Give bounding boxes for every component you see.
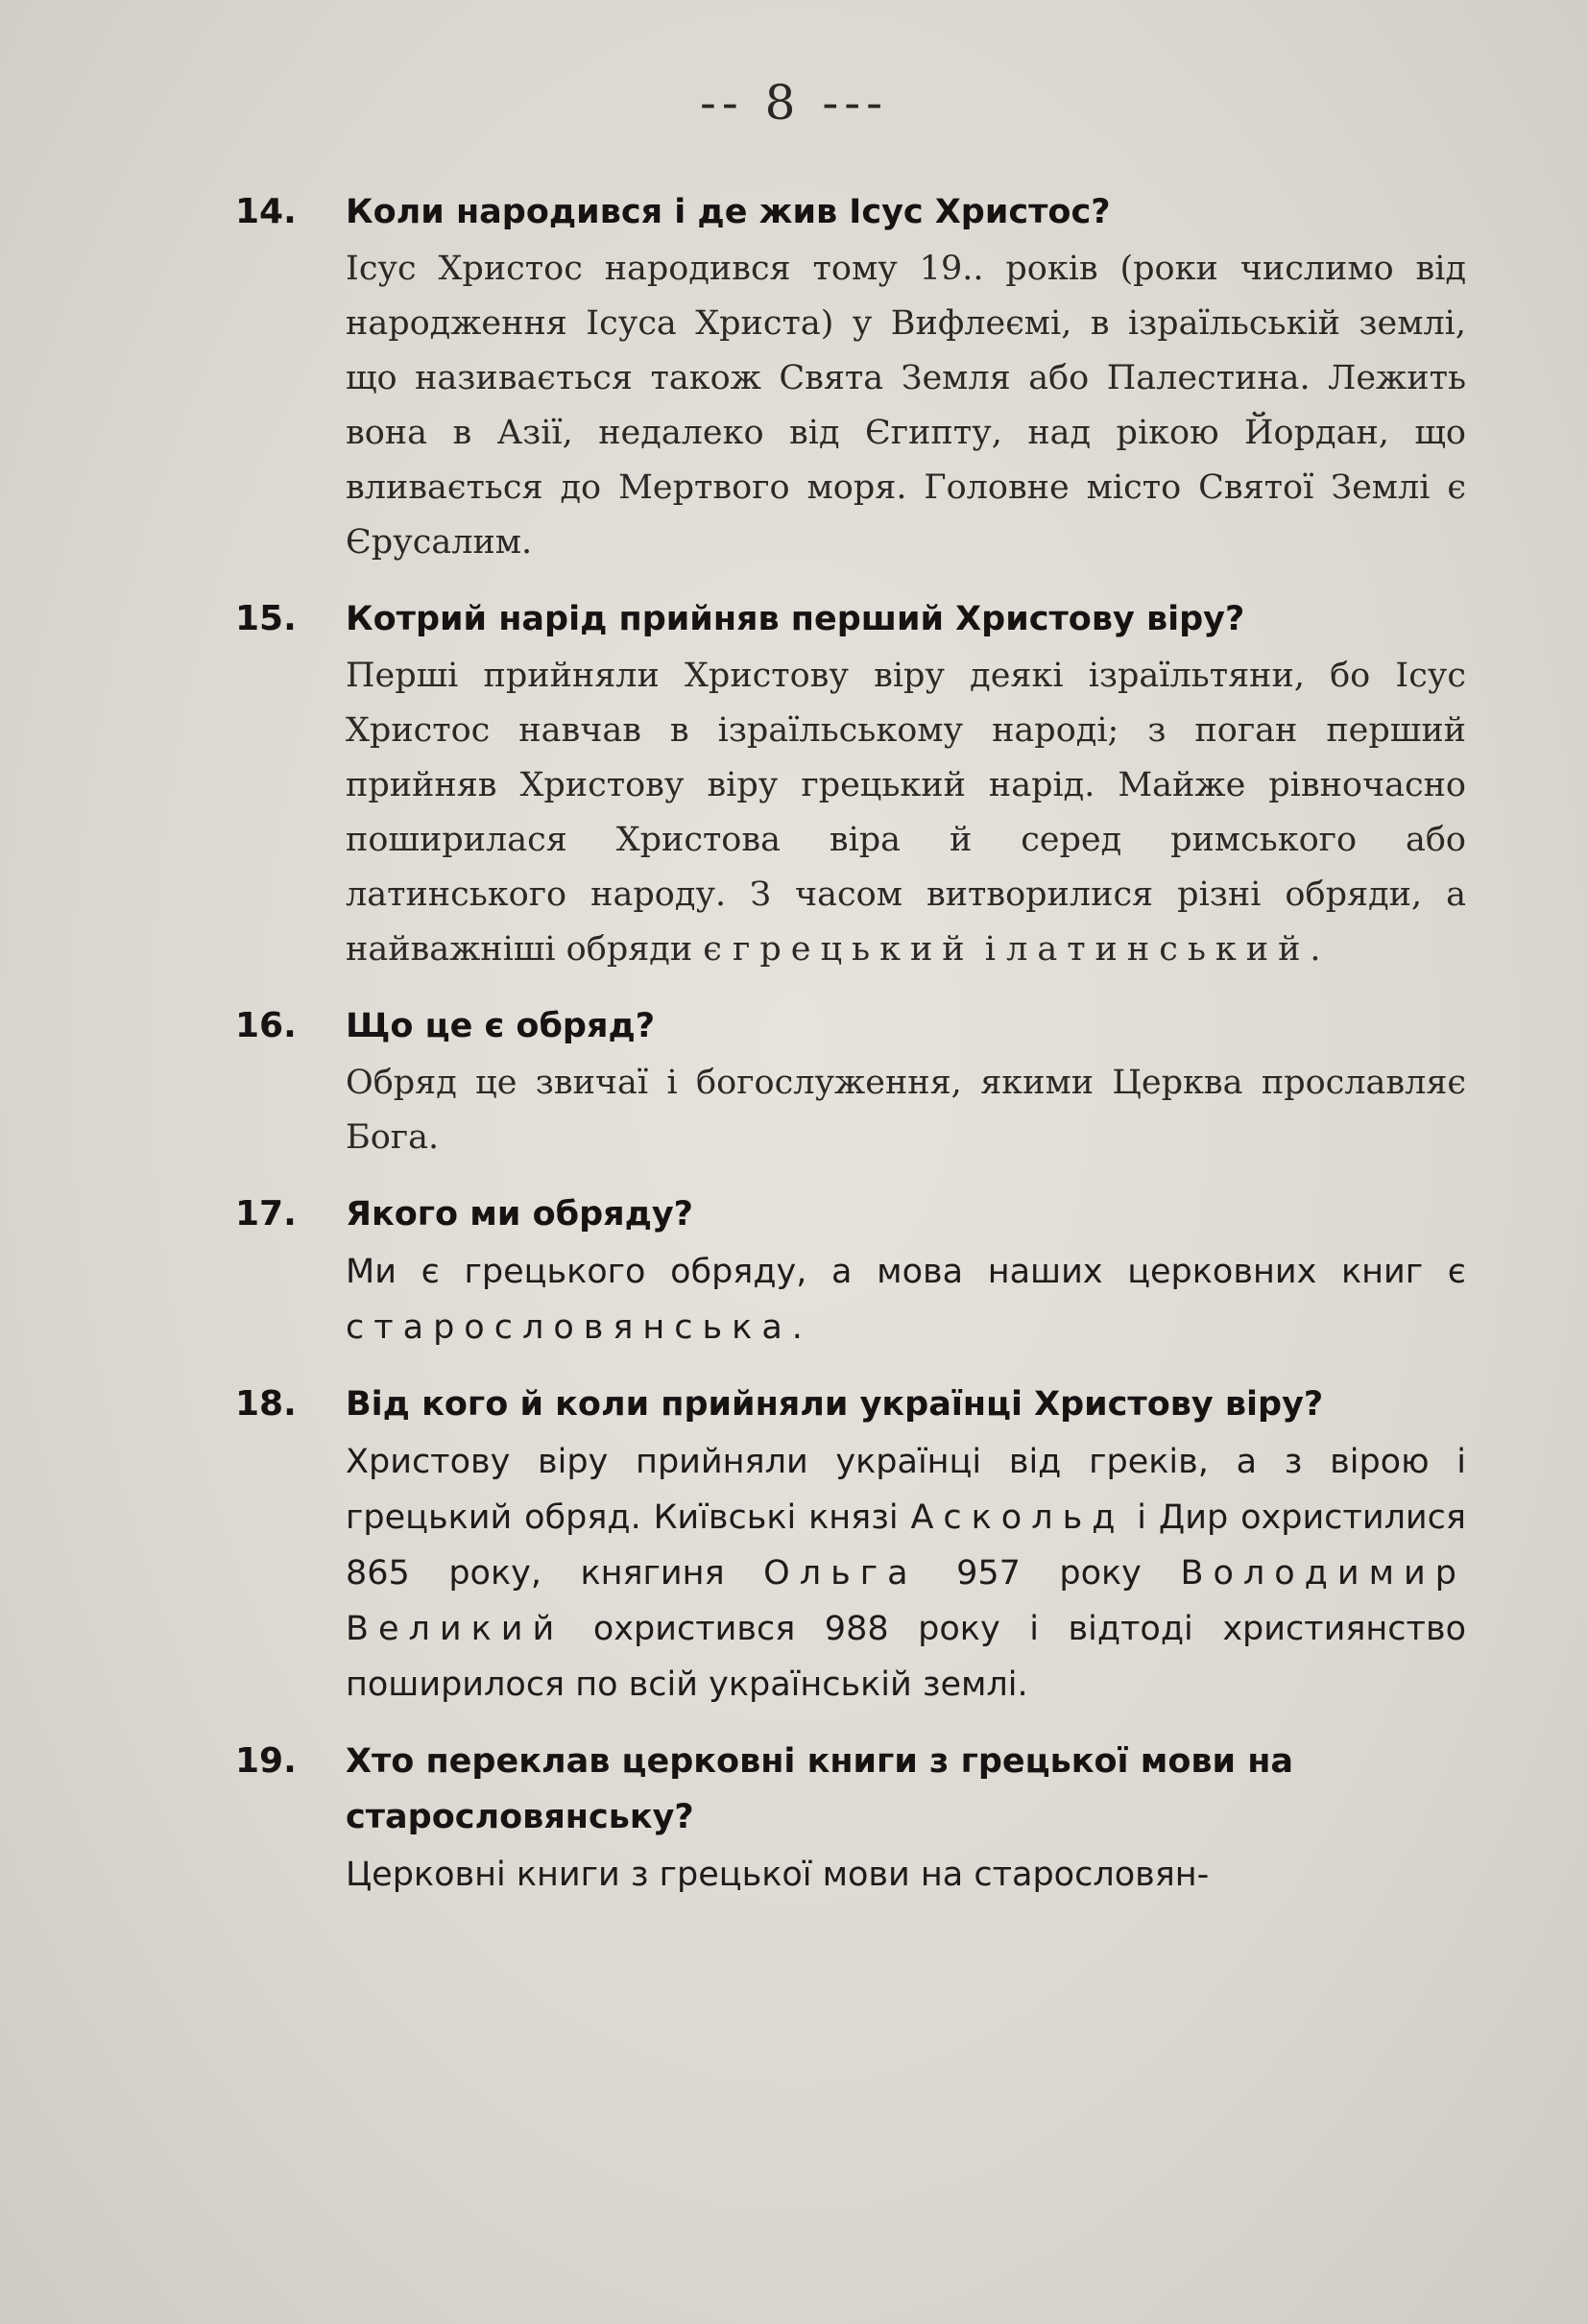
question-text: Коли народився і де жив Ісус Христос?: [346, 193, 1111, 231]
answer-spaced-name: Володимир Великий: [346, 1554, 1466, 1648]
answer-text: Ісус Христос народився тому 19.. років (роки числимо від народження Ісуса Христа) у Вифлеємі, в ізраїльській землі, що називається також Свята Земля або Палестина. Лежить вона в Азії, недалеко від Єгипту, над рікою Йордан, що вливається до Мертвого моря. Головне місто Святої Землі є Єрусалим.: [346, 250, 1466, 562]
question-text: Від кого й коли прийняли українці Христову віру?: [346, 1385, 1324, 1424]
answer-spaced-name: Аскольд: [910, 1498, 1125, 1537]
qa-item-17: [235, 1186, 1466, 1355]
qa-item-16: [235, 998, 1466, 1165]
answer-spaced-word: латинський.: [1006, 930, 1331, 969]
question-text: Що це є обряд?: [346, 1007, 656, 1045]
answer-text: Обряд це звичаї і богослуження, якими Церква прославляє Бога.: [346, 1064, 1466, 1157]
qa-item-15: [235, 591, 1466, 977]
catechism-content: [235, 184, 1466, 1924]
answer-segment: Перші прийняли Христову віру деякі ізраїльтяни, бо Ісус Христос навчав в ізраїльському народі; з поган перший прийняв Христову віру грецький нарід. Майже рівночасно поширилася Христова віра й серед римського або латинського народу. З часом витворилися різні обряди, а найважніші обряди є: [346, 657, 1466, 969]
answer-text: [346, 649, 1466, 977]
answer-segment: і Дир охристилися 865 року, княгиня: [346, 1498, 1466, 1593]
answer-text: Церковні книги з грецької мови на старословян-: [346, 1856, 1210, 1894]
answer-segment: Ми є грецького обряду, а мова наших церковних книг є: [346, 1253, 1466, 1291]
question-number: 18.: [235, 1384, 297, 1424]
answer-spaced-word: грецький: [733, 930, 974, 969]
question-number: 17.: [235, 1194, 297, 1234]
answer-text: [346, 1244, 1466, 1355]
question-text: Хто переклав церковні книги з грецької мови на старословянську?: [346, 1742, 1294, 1836]
question-number: 19.: [235, 1741, 297, 1781]
answer-segment: Христову віру прийняли українці від греків, а з вірою і грецький обряд. Київські князі: [346, 1443, 1466, 1537]
qa-item-19: [235, 1734, 1466, 1903]
question-number: 15.: [235, 599, 297, 638]
question-text: Якого ми обряду?: [346, 1195, 693, 1234]
question-number: 14.: [235, 192, 297, 231]
page-number: -- 8 ---: [699, 75, 889, 131]
answer-segment: і: [984, 930, 996, 969]
answer-segment: 957 року: [956, 1554, 1142, 1593]
question-number: 16.: [235, 1006, 297, 1045]
qa-item-18: [235, 1377, 1466, 1713]
answer-segment: охристився 988 року і відтоді християнство поширилося по всій українській землі.: [346, 1610, 1466, 1704]
answer-spaced-name: Ольга: [763, 1554, 918, 1593]
answer-spaced-word: старословянська.: [346, 1308, 812, 1347]
answer-text: [346, 1434, 1466, 1713]
qa-item-14: [235, 184, 1466, 570]
question-text: Котрий нарід прийняв перший Христову віру?: [346, 600, 1245, 638]
